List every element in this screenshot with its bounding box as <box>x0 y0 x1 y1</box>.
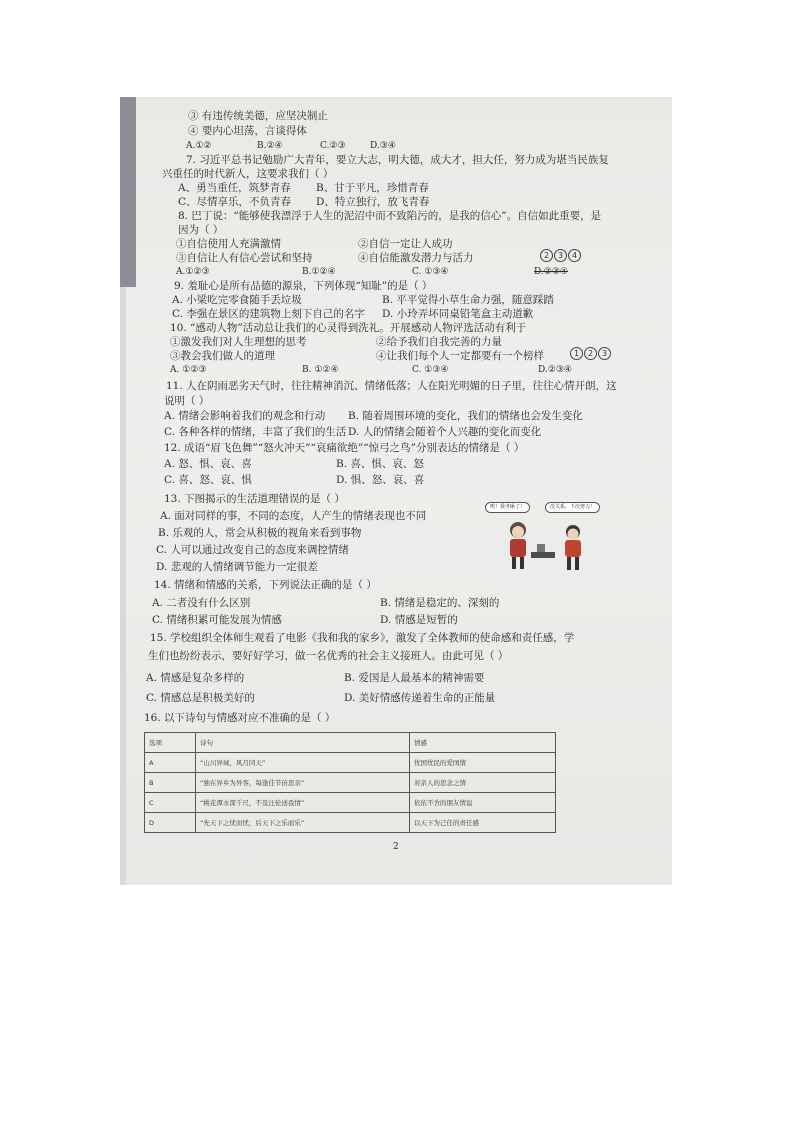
speech-bubble-left: 唉！我考砸了！ <box>485 502 530 513</box>
q6-answer-b: B.②④ <box>257 141 283 151</box>
handwritten-circle: 2 <box>584 347 597 360</box>
paper-shadow <box>120 287 126 885</box>
q7-stem-line2: 兴重任的时代新人，这要求我们（ ） <box>162 168 334 180</box>
q13-cartoon-illustration <box>485 502 605 577</box>
q10-answer-c: C. ①③④ <box>412 365 449 375</box>
q10-statement-4: ④让我们每个人一定都要有一个榜样 <box>376 350 544 362</box>
q11-option-c: C. 各种各样的情绪，丰富了我们的生活 <box>164 426 347 438</box>
q11-option-a: A. 情绪会影响着我们的观念和行动 <box>164 410 326 422</box>
q11-stem-line2: 说明（ ） <box>164 395 210 407</box>
row-emotion: 对亲人的思念之情 <box>410 773 556 793</box>
row-option: B <box>145 773 196 793</box>
row-emotion: 忧国忧民的爱国情 <box>410 753 556 773</box>
page-number: 2 <box>393 842 399 852</box>
q15-option-c: C. 情感总是积极美好的 <box>146 692 255 704</box>
q13-stem: 13. 下图揭示的生活道理错误的是（ ） <box>164 493 345 505</box>
q9-option-d: D. 小玲弄坏同桌铅笔盒主动道歉 <box>382 308 534 320</box>
q10-stem: 10. “感动人物”活动总让我们的心灵得到洗礼。开展感动人物评选活动有利于 <box>170 322 527 334</box>
q7-stem-line1: 7. 习近平总书记勉励广大青年，要立大志，明大德，成大才，担大任，努力成为堪当民族复 <box>186 154 609 166</box>
q10-statement-1: ①激发我们对人生理想的思考 <box>170 336 307 348</box>
header-poem: 诗句 <box>196 733 410 753</box>
handwritten-circle: 3 <box>554 249 567 262</box>
handwritten-circle: 1 <box>570 347 583 360</box>
q13-option-c: C. 人可以通过改变自己的态度来调控情绪 <box>156 544 349 556</box>
q7-option-b: B、甘于平凡，珍惜青春 <box>316 182 429 194</box>
students-drawing <box>485 502 605 577</box>
q8-stem-line1: 8. 巴丁说：“能够使我漂浮于人生的泥沼中而不致陷污的，是我的信心”。自信如此重要，是 <box>178 210 602 222</box>
handwritten-circle: 4 <box>568 249 581 262</box>
q13-option-b: B. 乐观的人，常会从积极的视角来看到事物 <box>158 527 362 539</box>
table-row <box>145 773 556 793</box>
q12-option-c: C. 喜、怒、哀、惧 <box>164 474 252 486</box>
q10-answer-a: A. ①②③ <box>170 365 207 375</box>
q11-option-b: B. 随着周围环境的变化，我们的情绪也会发生变化 <box>348 410 583 422</box>
q8-statement-4: ④自信能激发潜力与活力 <box>358 252 474 264</box>
q6-answer-d: D.③④ <box>370 141 396 151</box>
q10-statement-2: ②给予我们自我完善的力量 <box>376 336 502 348</box>
q15-stem-line1: 15. 学校组织全体师生观看了电影《我和我的家乡》，激发了全体教师的使命感和责任感，学 <box>150 632 575 644</box>
row-emotion: 以天下为己任的责任感 <box>410 813 556 833</box>
q13-option-a: A. 面对同样的事，不同的态度，人产生的情绪表现也不同 <box>160 510 427 522</box>
row-poem: “山川异域，风月同天” <box>196 753 410 773</box>
row-option: A <box>145 753 196 773</box>
handwritten-circle: 2 <box>540 249 553 262</box>
q9-option-b: B. 平平觉得小草生命力强，随意踩踏 <box>382 294 554 306</box>
q14-option-d: D. 情感是短暂的 <box>380 614 458 626</box>
q8-answer-b: B.①②④ <box>302 267 336 277</box>
row-poem: “桃花潭水深千尺，不及汪伦送我情” <box>196 793 410 813</box>
q13-option-d: D. 悲观的人情绪调节能力一定很差 <box>156 561 318 573</box>
header-option: 选项 <box>145 733 196 753</box>
q8-statement-1: ①自信使用人充满激情 <box>176 238 281 250</box>
q12-option-b: B. 喜、惧、哀、怒 <box>336 458 424 470</box>
q8-answer-c: C. ①③④ <box>412 267 449 277</box>
desk-edge <box>120 97 136 287</box>
q9-stem: 9. 羞耻心是所有品德的源泉，下列体现“知耻”的是（ ） <box>174 280 433 292</box>
q7-option-c: C、尽情享乐，不负青春 <box>178 196 292 208</box>
row-option: D <box>145 813 196 833</box>
q16-poem-table <box>144 732 556 833</box>
row-emotion: 依依不舍的朋友情谊 <box>410 793 556 813</box>
q8-handwritten-circles <box>540 249 582 262</box>
document-photo <box>120 97 672 885</box>
q6-answer-a: A.①② <box>186 141 212 151</box>
q12-option-d: D. 惧、怒、哀、喜 <box>336 474 425 486</box>
q16-stem: 16. 以下诗句与情感对应不准确的是（ ） <box>144 712 336 724</box>
table-row <box>145 813 556 833</box>
speech-bubble-right: 没关系，下次努力！ <box>545 502 600 513</box>
q12-stem: 12. 成语“眉飞色舞”“怒火冲天”“哀痛欲绝”“惊弓之鸟”分别表达的情绪是（ ） <box>164 442 525 454</box>
row-option: C <box>145 793 196 813</box>
q10-answer-d: D.②③④ <box>538 365 572 375</box>
row-poem: “独在异乡为异客，每逢佳节倍思亲” <box>196 773 410 793</box>
q8-answer-d: D.②③④ <box>534 267 568 277</box>
q8-statement-3: ③自信让人有信心尝试和坚持 <box>176 252 313 264</box>
handwritten-circle: 3 <box>598 347 611 360</box>
q8-answer-a: A.①②③ <box>176 267 210 277</box>
q15-option-a: A. 情感是复杂多样的 <box>146 672 245 684</box>
table-row <box>145 793 556 813</box>
q11-option-d: D. 人的情绪会随着个人兴趣的变化而变化 <box>348 426 542 438</box>
q15-option-b: B. 爱国是人最基本的精神需要 <box>344 672 485 684</box>
q7-option-a: A、勇当重任，筑梦青春 <box>178 182 291 194</box>
q12-option-a: A. 怒、惧、哀、喜 <box>164 458 252 470</box>
row-poem: “先天下之忧而忧，后天下之乐而乐” <box>196 813 410 833</box>
q9-option-c: C. 李强在景区的建筑物上刻下自己的名字 <box>172 308 365 320</box>
q14-option-c: C. 情绪积累可能发展为情感 <box>152 614 282 626</box>
q10-statement-3: ③教会我们做人的道理 <box>170 350 275 362</box>
q8-stem-line2: 因为（ ） <box>178 224 224 236</box>
q7-option-d: D、特立独行，放飞青春 <box>316 196 430 208</box>
q8-statement-2: ②自信一定让人成功 <box>358 238 453 250</box>
q11-stem-line1: 11. 人在阴雨恶劣天气时，往往精神消沉、情绪低落；人在阳光明媚的日子里，往往心情开朗，这 <box>166 380 617 392</box>
q6-option-3: ③ 有违传统美德，应坚决制止 <box>188 110 328 122</box>
q10-handwritten-circles <box>570 347 612 360</box>
q10-answer-b: B. ①②④ <box>302 365 339 375</box>
q14-stem: 14. 情绪和情感的关系，下列说法正确的是（ ） <box>154 579 377 591</box>
q6-answer-c: C.②③ <box>320 141 346 151</box>
table-header-row <box>145 733 556 753</box>
q14-option-a: A. 二者没有什么区别 <box>152 597 251 609</box>
q14-option-b: B. 情绪是稳定的、深刻的 <box>380 597 500 609</box>
header-emotion: 情感 <box>410 733 556 753</box>
q15-stem-line2: 生们也纷纷表示，要好好学习，做一名优秀的社会主义接班人。由此可见（ ） <box>148 650 509 662</box>
table-row <box>145 753 556 773</box>
q6-option-4: ④ 要内心坦荡，言谈得体 <box>188 125 307 137</box>
q15-option-d: D. 美好情感传递着生命的正能量 <box>344 692 496 704</box>
q9-option-a: A. 小梁吃完零食随手丢垃圾 <box>172 294 302 306</box>
